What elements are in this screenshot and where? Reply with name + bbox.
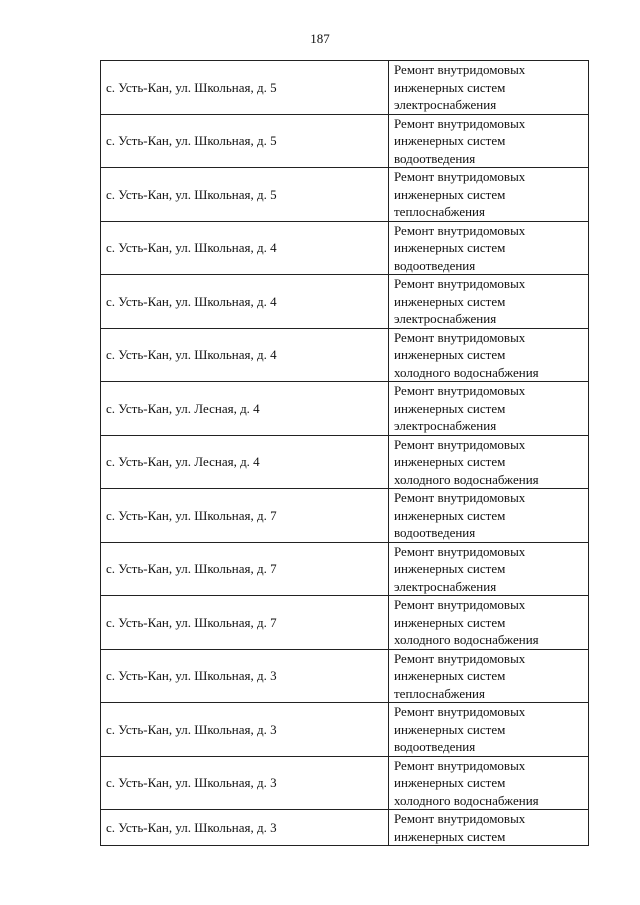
table-row bbox=[101, 542, 589, 596]
work-type-line: инженерных систем bbox=[394, 186, 506, 202]
work-type-line: инженерных систем bbox=[394, 828, 506, 844]
table-row bbox=[101, 114, 589, 168]
work-type-cell bbox=[389, 168, 589, 222]
work-type-cell bbox=[389, 649, 589, 703]
work-type-line: инженерных систем bbox=[394, 561, 506, 576]
work-type-line: водоотведения bbox=[394, 257, 476, 273]
work-type-line: холодного водоснабжения bbox=[394, 364, 539, 380]
work-type-line: инженерных систем bbox=[394, 614, 506, 630]
work-type-line: водоотведения bbox=[394, 525, 476, 540]
address-cell: с. Усть-Кан, ул. Школьная, д. 3 bbox=[101, 703, 389, 757]
table-row bbox=[101, 596, 589, 650]
address-cell: с. Усть-Кан, ул. Школьная, д. 5 bbox=[101, 114, 389, 168]
table-row bbox=[101, 61, 589, 115]
work-type-cell bbox=[389, 275, 589, 329]
table-row bbox=[101, 221, 589, 275]
address-cell: с. Усть-Кан, ул. Школьная, д. 7 bbox=[101, 596, 389, 650]
page-number: 187 bbox=[310, 31, 330, 46]
address-cell: с. Усть-Кан, ул. Лесная, д. 4 bbox=[101, 435, 389, 489]
address-cell: с. Усть-Кан, ул. Школьная, д. 5 bbox=[101, 61, 389, 115]
table-row bbox=[101, 328, 589, 382]
work-type-cell bbox=[389, 756, 589, 810]
work-type-cell bbox=[389, 435, 589, 489]
work-type-line: инженерных систем bbox=[394, 240, 506, 255]
work-type-line: Ремонт внутридомовых bbox=[394, 543, 526, 559]
address-cell: с. Усть-Кан, ул. Школьная, д. 3 bbox=[101, 756, 389, 810]
table-row bbox=[101, 275, 589, 329]
work-type-line: Ремонт внутридомовых bbox=[394, 276, 526, 291]
work-type-line: электроснабжения bbox=[394, 418, 497, 433]
work-type-line: инженерных систем bbox=[394, 400, 506, 416]
work-type-line: инженерных систем bbox=[394, 721, 506, 737]
address-cell: с. Усть-Кан, ул. Школьная, д. 5 bbox=[101, 168, 389, 222]
work-type-cell bbox=[389, 542, 589, 596]
address-cell: с. Усть-Кан, ул. Школьная, д. 4 bbox=[101, 275, 389, 329]
work-type-line: Ремонт внутридомовых bbox=[394, 650, 526, 666]
work-type-line: Ремонт внутридомовых bbox=[394, 169, 526, 184]
address-cell: с. Усть-Кан, ул. Лесная, д. 4 bbox=[101, 382, 389, 436]
work-type-line: теплоснабжения bbox=[394, 685, 485, 701]
table-row bbox=[101, 756, 589, 810]
work-type-line: Ремонт внутридомовых bbox=[394, 329, 526, 345]
work-type-cell bbox=[389, 61, 589, 115]
work-type-line: холодного водоснабжения bbox=[394, 632, 539, 647]
address-cell: с. Усть-Кан, ул. Школьная, д. 7 bbox=[101, 489, 389, 543]
work-type-cell bbox=[389, 221, 589, 275]
works-table-body bbox=[101, 61, 589, 846]
work-type-line: инженерных систем bbox=[394, 347, 506, 362]
work-type-cell bbox=[389, 328, 589, 382]
address-cell: с. Усть-Кан, ул. Школьная, д. 7 bbox=[101, 542, 389, 596]
work-type-line: Ремонт внутридомовых bbox=[394, 704, 526, 719]
work-type-line: инженерных систем bbox=[394, 507, 506, 523]
table-row bbox=[101, 489, 589, 543]
work-type-cell bbox=[389, 114, 589, 168]
work-type-line: Ремонт внутридомовых bbox=[394, 383, 526, 398]
work-type-line: Ремонт внутридомовых bbox=[394, 490, 526, 505]
work-type-line: инженерных систем bbox=[394, 668, 506, 683]
work-type-line: Ремонт внутридомовых bbox=[394, 436, 526, 452]
work-type-line: электроснабжения bbox=[394, 578, 497, 594]
work-type-line: Ремонт внутридомовых bbox=[394, 62, 526, 77]
work-type-line: водоотведения bbox=[394, 739, 476, 754]
works-table bbox=[100, 60, 589, 846]
work-type-line: инженерных систем bbox=[394, 293, 506, 309]
work-type-line: Ремонт внутридомовых bbox=[394, 222, 526, 238]
table-row bbox=[101, 168, 589, 222]
work-type-line: Ремонт внутридомовых bbox=[394, 757, 526, 773]
work-type-line: холодного водоснабжения bbox=[394, 471, 539, 487]
work-type-cell bbox=[389, 596, 589, 650]
work-type-line: инженерных систем bbox=[394, 454, 506, 469]
work-type-line: инженерных систем bbox=[394, 775, 506, 790]
table-row bbox=[101, 649, 589, 703]
work-type-line: Ремонт внутридомовых bbox=[394, 115, 526, 131]
work-type-line: Ремонт внутридомовых bbox=[394, 597, 526, 612]
address-cell: с. Усть-Кан, ул. Школьная, д. 3 bbox=[101, 810, 389, 846]
address-cell: с. Усть-Кан, ул. Школьная, д. 3 bbox=[101, 649, 389, 703]
work-type-line: электроснабжения bbox=[394, 97, 497, 112]
work-type-line: электроснабжения bbox=[394, 311, 497, 326]
work-type-cell bbox=[389, 489, 589, 543]
work-type-cell bbox=[389, 703, 589, 757]
address-cell: с. Усть-Кан, ул. Школьная, д. 4 bbox=[101, 221, 389, 275]
table-row bbox=[101, 382, 589, 436]
table-row bbox=[101, 703, 589, 757]
table-row bbox=[101, 435, 589, 489]
work-type-line: инженерных систем bbox=[394, 133, 506, 148]
work-type-cell bbox=[389, 382, 589, 436]
work-type-line: водоотведения bbox=[394, 150, 476, 166]
work-type-line: теплоснабжения bbox=[394, 204, 485, 219]
work-type-cell bbox=[389, 810, 589, 846]
work-type-line: инженерных систем bbox=[394, 79, 506, 95]
work-type-line: холодного водоснабжения bbox=[394, 792, 539, 808]
work-type-line: Ремонт внутридомовых bbox=[394, 811, 526, 826]
address-cell: с. Усть-Кан, ул. Школьная, д. 4 bbox=[101, 328, 389, 382]
table-row bbox=[101, 810, 589, 846]
